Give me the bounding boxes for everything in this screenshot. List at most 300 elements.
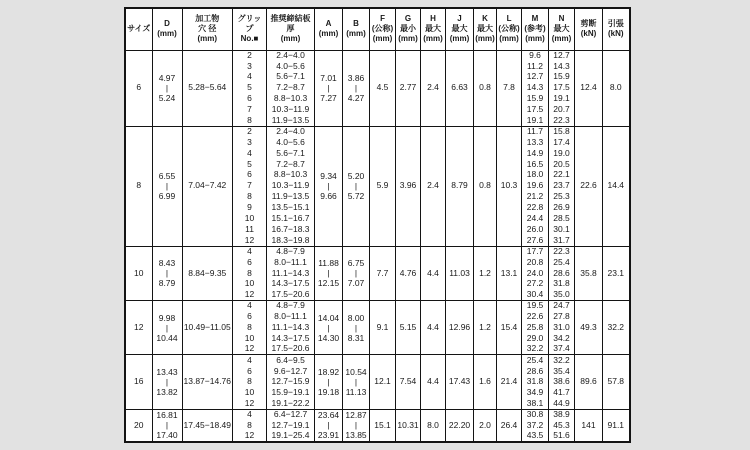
thickness-cell: 12.7−19.1 (267, 420, 315, 431)
header-line: L (506, 13, 512, 23)
grip-cell: 6 (233, 170, 267, 181)
header-line: (mm) (475, 34, 495, 44)
m-cell: 28.6 (522, 366, 549, 377)
a-cell (315, 409, 343, 442)
n-cell: 20.7 (549, 104, 575, 115)
grip-cell: 6 (233, 94, 267, 105)
n-cell: 31.8 (549, 279, 575, 290)
thickness-cell: 2.4−4.0 (267, 50, 315, 61)
d-cell (152, 126, 182, 246)
n-cell: 27.8 (549, 311, 575, 322)
shear-cell: 22.6 (575, 126, 603, 246)
h-cell: 2.4 (421, 50, 446, 126)
grip-cell: 5 (233, 83, 267, 94)
column-header-n (549, 8, 575, 50)
range-line: | (327, 377, 330, 388)
d-cell (152, 355, 182, 409)
b-cell (343, 355, 370, 409)
m-cell: 21.2 (522, 192, 549, 203)
b-cell (343, 409, 370, 442)
range-line: | (165, 268, 169, 279)
thickness-cell: 10.3−11.9 (267, 104, 315, 115)
a-cell (315, 246, 343, 300)
thickness-cell: 12.7−15.9 (267, 377, 315, 388)
header-row (125, 8, 630, 50)
grip-cell: 12 (233, 235, 267, 246)
m-cell: 43.5 (522, 431, 549, 442)
grip-cell: 4 (233, 355, 267, 366)
table-row (125, 126, 630, 137)
range-line: 10.44 (156, 332, 178, 343)
column-header-tensile (603, 8, 630, 50)
shear-cell: 49.3 (575, 300, 603, 354)
spec-table (124, 7, 631, 443)
range-line: 23.64 (317, 410, 340, 421)
column-header-m (522, 8, 549, 50)
header-line: 加工物 (195, 13, 220, 23)
j-cell: 8.79 (446, 126, 474, 246)
grip-cell: 10 (233, 333, 267, 344)
thickness-cell: 7.2−8.7 (267, 83, 315, 94)
thickness-cell: 4.0−5.6 (267, 137, 315, 148)
range-line: 7.01 (320, 73, 337, 84)
n-cell: 38.6 (549, 377, 575, 388)
m-cell: 15.9 (522, 94, 549, 105)
header-line: 推奨締結板厚 (270, 13, 311, 34)
m-cell: 27.6 (522, 235, 549, 246)
n-cell: 25.3 (549, 192, 575, 203)
size-cell: 16 (125, 355, 152, 409)
m-cell: 27.2 (522, 279, 549, 290)
tensile-cell: 91.1 (603, 409, 630, 442)
h-cell: 4.4 (421, 300, 446, 354)
range-line: 4.27 (347, 93, 365, 104)
thickness-cell: 10.3−11.9 (267, 181, 315, 192)
m-cell: 34.9 (522, 388, 549, 399)
header-line: (mm) (318, 29, 339, 39)
n-cell: 17.5 (549, 83, 575, 94)
thickness-cell: 11.1−14.3 (267, 268, 315, 279)
thickness-cell: 8.8−10.3 (267, 170, 315, 181)
m-cell: 32.2 (522, 344, 549, 355)
range-line: 7.07 (347, 278, 365, 289)
l-cell: 10.3 (497, 126, 522, 246)
m-cell: 14.3 (522, 83, 549, 94)
header-line: (mm) (551, 34, 572, 44)
range-line: 9.98 (158, 312, 176, 323)
grip-cell: 12 (233, 290, 267, 301)
column-header-g (396, 8, 421, 50)
m-cell: 11.7 (522, 126, 549, 137)
m-cell: 17.7 (522, 246, 549, 257)
range-line: | (165, 377, 169, 388)
grip-cell: 2 (233, 126, 267, 137)
thickness-cell: 9.6−12.7 (267, 366, 315, 377)
table-row (125, 355, 630, 366)
table-row (125, 409, 630, 420)
n-cell: 35.0 (549, 290, 575, 301)
f-cell: 12.1 (370, 355, 396, 409)
header-line: A (325, 18, 332, 28)
range-line: | (165, 322, 169, 333)
m-cell: 12.7 (522, 72, 549, 83)
grip-cell: 4 (233, 409, 267, 420)
range-line: | (354, 181, 358, 192)
size-cell: 8 (125, 126, 152, 246)
m-cell: 25.8 (522, 322, 549, 333)
thickness-cell: 4.8−7.9 (267, 300, 315, 311)
column-header-l (497, 8, 522, 50)
g-cell: 3.96 (396, 126, 421, 246)
hole-cell: 13.87−14.76 (182, 355, 233, 409)
grip-cell: 6 (233, 257, 267, 268)
column-header-a (315, 8, 343, 50)
m-cell: 38.1 (522, 399, 549, 410)
m-cell: 18.0 (522, 170, 549, 181)
tensile-cell: 32.2 (603, 300, 630, 354)
shear-cell: 89.6 (575, 355, 603, 409)
header-line: H (430, 13, 436, 23)
n-cell: 20.5 (549, 159, 575, 170)
n-cell: 17.4 (549, 137, 575, 148)
m-cell: 19.1 (522, 115, 549, 126)
grip-cell: 3 (233, 137, 267, 148)
n-cell: 22.1 (549, 170, 575, 181)
range-line: 5.20 (347, 171, 365, 182)
range-line: 8.31 (347, 332, 365, 343)
column-header-hole (182, 8, 233, 50)
range-line: 14.30 (317, 332, 340, 343)
table-header (125, 8, 630, 50)
grip-cell: 8 (233, 322, 267, 333)
n-cell: 45.3 (549, 420, 575, 431)
range-line: 7.27 (320, 93, 337, 104)
range-line: | (327, 420, 330, 431)
a-cell (315, 126, 343, 246)
header-line: D (164, 18, 170, 28)
g-cell: 5.15 (396, 300, 421, 354)
thickness-cell: 15.9−19.1 (267, 388, 315, 399)
range-line: | (354, 420, 358, 431)
n-cell: 26.9 (549, 202, 575, 213)
a-cell (315, 355, 343, 409)
tensile-cell: 8.0 (603, 50, 630, 126)
n-cell: 24.7 (549, 300, 575, 311)
grip-cell: 4 (233, 246, 267, 257)
header-line: (mm) (280, 34, 301, 44)
m-cell: 16.5 (522, 159, 549, 170)
range-line: | (327, 181, 330, 192)
header-line: グリップ (237, 13, 262, 34)
header-line: F (380, 13, 385, 23)
grip-cell: 12 (233, 399, 267, 410)
column-header-b (343, 8, 370, 50)
grip-cell: 11 (233, 224, 267, 235)
n-cell: 22.3 (549, 246, 575, 257)
column-header-shear (575, 8, 603, 50)
range-line: 8.00 (347, 312, 365, 323)
range-line: 13.82 (156, 387, 178, 398)
grip-cell: 10 (233, 388, 267, 399)
thickness-cell: 19.1−25.4 (267, 431, 315, 442)
n-cell: 31.0 (549, 322, 575, 333)
header-line: (kN) (580, 29, 597, 39)
k-cell: 1.2 (474, 300, 497, 354)
header-line: 最大 (553, 24, 570, 34)
range-line: 18.92 (317, 367, 340, 378)
size-cell: 6 (125, 50, 152, 126)
header-line: G (404, 13, 412, 23)
b-cell (343, 300, 370, 354)
size-cell: 12 (125, 300, 152, 354)
m-cell: 17.5 (522, 104, 549, 115)
range-line: 9.34 (320, 171, 337, 182)
j-cell: 12.96 (446, 300, 474, 354)
d-cell (152, 246, 182, 300)
n-cell: 19.1 (549, 94, 575, 105)
shear-cell: 12.4 (575, 50, 603, 126)
table-body (125, 50, 630, 442)
n-cell: 22.3 (549, 115, 575, 126)
h-cell: 2.4 (421, 126, 446, 246)
thickness-cell: 4.8−7.9 (267, 246, 315, 257)
d-cell (152, 50, 182, 126)
thickness-cell: 7.2−8.7 (267, 159, 315, 170)
table-row (125, 300, 630, 311)
grip-cell: 12 (233, 431, 267, 442)
grip-cell: 8 (233, 377, 267, 388)
range-line: | (165, 420, 169, 431)
header-line: (mm) (197, 34, 218, 44)
header-line: No.■ (240, 34, 259, 44)
k-cell: 1.6 (474, 355, 497, 409)
h-cell: 4.4 (421, 246, 446, 300)
n-cell: 32.2 (549, 355, 575, 366)
range-line: 14.04 (317, 312, 340, 323)
header-line: 最大 (477, 24, 494, 34)
header-line: (公称) (498, 24, 520, 34)
range-line: 23.91 (317, 430, 340, 441)
grip-cell: 10 (233, 279, 267, 290)
hole-cell: 7.04−7.42 (182, 126, 233, 246)
header-line: 穴 径 (198, 24, 217, 34)
thickness-cell: 11.9−13.5 (267, 192, 315, 203)
grip-cell: 8 (233, 420, 267, 431)
header-line: (mm) (372, 34, 393, 44)
n-cell: 51.6 (549, 431, 575, 442)
thickness-cell: 19.1−22.2 (267, 399, 315, 410)
a-cell (315, 50, 343, 126)
thickness-cell: 4.0−5.6 (267, 61, 315, 72)
thickness-cell: 13.5−15.1 (267, 202, 315, 213)
n-cell: 34.2 (549, 333, 575, 344)
thickness-cell: 8.0−11.1 (267, 257, 315, 268)
n-cell: 37.4 (549, 344, 575, 355)
header-line: サイズ (127, 24, 151, 34)
d-cell (152, 300, 182, 354)
column-header-size (125, 8, 152, 50)
thickness-cell: 17.5−20.6 (267, 290, 315, 301)
range-line: | (327, 322, 330, 333)
range-line: 19.18 (317, 387, 340, 398)
n-cell: 14.3 (549, 61, 575, 72)
header-line: N (558, 13, 565, 23)
n-cell: 35.4 (549, 366, 575, 377)
grip-cell: 8 (233, 115, 267, 126)
grip-cell: 3 (233, 61, 267, 72)
m-cell: 24.0 (522, 268, 549, 279)
hole-cell: 17.45−18.49 (182, 409, 233, 442)
m-cell: 37.2 (522, 420, 549, 431)
m-cell: 9.6 (522, 50, 549, 61)
thickness-cell: 2.4−4.0 (267, 126, 315, 137)
thickness-cell: 6.4−12.7 (267, 409, 315, 420)
grip-cell: 6 (233, 366, 267, 377)
m-cell: 30.4 (522, 290, 549, 301)
shear-cell: 141 (575, 409, 603, 442)
f-cell: 7.7 (370, 246, 396, 300)
range-line: 17.40 (156, 430, 178, 441)
thickness-cell: 17.5−20.6 (267, 344, 315, 355)
d-cell (152, 409, 182, 442)
m-cell: 20.8 (522, 257, 549, 268)
range-line: 3.86 (347, 73, 365, 84)
m-cell: 25.4 (522, 355, 549, 366)
table-row (125, 246, 630, 257)
header-line: (mm) (398, 34, 418, 44)
m-cell: 11.2 (522, 61, 549, 72)
header-line: (mm) (449, 34, 470, 44)
n-cell: 12.7 (549, 50, 575, 61)
header-line: 剪断 (580, 18, 597, 28)
header-line: (参考) (524, 24, 546, 34)
n-cell: 25.4 (549, 257, 575, 268)
range-line: 10.54 (345, 367, 367, 378)
tensile-cell: 23.1 (603, 246, 630, 300)
header-line: (公称) (371, 24, 394, 34)
header-line: J (457, 13, 462, 23)
b-cell (343, 126, 370, 246)
n-cell: 15.8 (549, 126, 575, 137)
n-cell: 15.9 (549, 72, 575, 83)
h-cell: 8.0 (421, 409, 446, 442)
grip-cell: 2 (233, 50, 267, 61)
n-cell: 41.7 (549, 388, 575, 399)
thickness-cell: 18.3−19.8 (267, 235, 315, 246)
range-line: 11.13 (345, 387, 367, 398)
g-cell: 10.31 (396, 409, 421, 442)
tensile-cell: 57.8 (603, 355, 630, 409)
m-cell: 30.8 (522, 409, 549, 420)
hole-cell: 10.49−11.05 (182, 300, 233, 354)
m-cell: 22.8 (522, 202, 549, 213)
range-line: 6.55 (158, 171, 176, 182)
header-line: (mm) (499, 34, 519, 44)
n-cell: 28.5 (549, 213, 575, 224)
n-cell: 28.6 (549, 268, 575, 279)
tensile-cell: 14.4 (603, 126, 630, 246)
thickness-cell: 15.1−16.7 (267, 213, 315, 224)
range-line: 6.75 (347, 258, 365, 269)
range-line: 13.85 (345, 430, 367, 441)
n-cell: 31.7 (549, 235, 575, 246)
grip-cell: 6 (233, 311, 267, 322)
hole-cell: 8.84−9.35 (182, 246, 233, 300)
range-line: 8.79 (158, 278, 176, 289)
m-cell: 22.6 (522, 311, 549, 322)
header-line: 最小 (400, 24, 417, 34)
column-header-h (421, 8, 446, 50)
j-cell: 11.03 (446, 246, 474, 300)
m-cell: 13.3 (522, 137, 549, 148)
table-row (125, 50, 630, 61)
h-cell: 4.4 (421, 355, 446, 409)
j-cell: 22.20 (446, 409, 474, 442)
grip-cell: 4 (233, 72, 267, 83)
g-cell: 2.77 (396, 50, 421, 126)
header-line: 最大 (451, 24, 468, 34)
range-line: 8.43 (158, 258, 176, 269)
f-cell: 4.5 (370, 50, 396, 126)
size-cell: 10 (125, 246, 152, 300)
range-line: | (354, 268, 358, 279)
header-line: K (482, 13, 488, 23)
header-line: (mm) (346, 29, 366, 39)
thickness-cell: 11.9−13.5 (267, 115, 315, 126)
l-cell: 26.4 (497, 409, 522, 442)
shear-cell: 35.8 (575, 246, 603, 300)
thickness-cell: 14.3−17.5 (267, 333, 315, 344)
size-cell: 20 (125, 409, 152, 442)
m-cell: 19.6 (522, 181, 549, 192)
thickness-cell: 14.3−17.5 (267, 279, 315, 290)
m-cell: 19.5 (522, 300, 549, 311)
grip-cell: 8 (233, 192, 267, 203)
a-cell (315, 300, 343, 354)
range-line: | (354, 83, 358, 94)
grip-cell: 10 (233, 213, 267, 224)
l-cell: 7.8 (497, 50, 522, 126)
k-cell: 2.0 (474, 409, 497, 442)
grip-cell: 8 (233, 268, 267, 279)
range-line: 12.15 (317, 278, 340, 289)
n-cell: 44.9 (549, 399, 575, 410)
grip-cell: 4 (233, 300, 267, 311)
grip-cell: 7 (233, 104, 267, 115)
thickness-cell: 8.0−11.1 (267, 311, 315, 322)
grip-cell: 7 (233, 181, 267, 192)
g-cell: 4.76 (396, 246, 421, 300)
header-line: M (531, 13, 539, 23)
range-line: | (165, 83, 169, 94)
l-cell: 21.4 (497, 355, 522, 409)
header-line: 最大 (425, 24, 442, 34)
m-cell: 26.0 (522, 224, 549, 235)
range-line: 5.24 (158, 93, 176, 104)
range-line: | (354, 322, 358, 333)
range-line: 13.43 (156, 367, 178, 378)
range-line: 4.97 (158, 73, 176, 84)
thickness-cell: 16.7−18.3 (267, 224, 315, 235)
column-header-j (446, 8, 474, 50)
b-cell (343, 246, 370, 300)
column-header-f (370, 8, 396, 50)
range-line: 11.88 (318, 258, 339, 269)
hole-cell: 5.28−5.64 (182, 50, 233, 126)
k-cell: 0.8 (474, 126, 497, 246)
n-cell: 19.0 (549, 148, 575, 159)
n-cell: 38.9 (549, 409, 575, 420)
